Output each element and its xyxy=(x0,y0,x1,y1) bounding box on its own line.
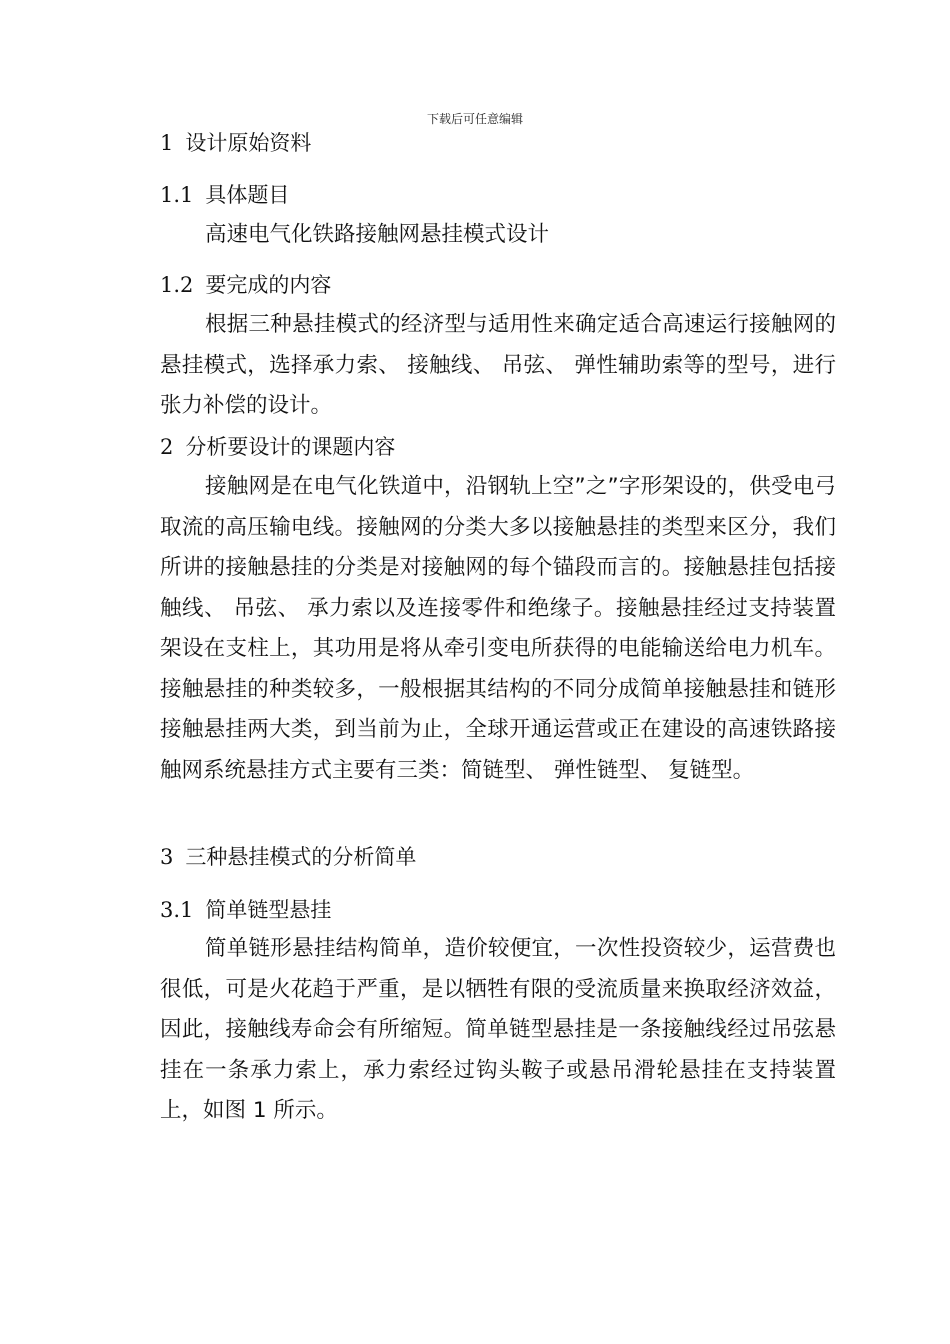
paragraph-3-1: 简单链形悬挂结构简单，造价较便宜，一次性投资较少，运营费也很低，可是火花趋于严重，是以牺牲有限的受流质量来换取经济效益，因此，接触线寿命会有所缩短。简单链型悬挂是一条接触线经过吊弦悬挂在一条承力索上，承力索经过钩头鞍子或悬吊滑轮悬挂在支持装置上，如图 1 所示。 xyxy=(160,936,836,1123)
header-note: 下载后可任意编辑 xyxy=(426,112,523,126)
paragraph-2: 接触网是在电气化铁道中，沿钢轨上空”之”字形架设的，供受电弓取流的高压输电线。接触网的分类大多以接触悬挂的类型来区分，我们所讲的接触悬挂的分类是对接触网的每个锚段而言的。接触悬挂包括接触线、 吊弦、 承力索以及连接零件和绝缘子。接触悬挂经过支持装置架设在支柱上，其功用是将从牵引变电所获得的电能输送给电力机车。接触悬挂的种类较多，一般根据其结构的不同分成简单接触悬挂和链形接触悬挂两大类，到当前为止，全球开通运营或正在建设的高速铁路接触网系统悬挂方式主要有三类：简链型、 弹性链型、 复链型。 xyxy=(160,474,836,783)
section-title: 要完成的内容 xyxy=(205,273,332,297)
section-heading-3 xyxy=(160,842,416,872)
section-number: 3.1 xyxy=(160,898,194,922)
section-heading-1 xyxy=(160,128,311,158)
section-number: 1.1 xyxy=(160,183,194,207)
section-number: 2 xyxy=(160,435,174,459)
section-heading-3-1 xyxy=(160,895,331,925)
section-title: 简单链型悬挂 xyxy=(205,898,332,922)
section-heading-1-2 xyxy=(160,270,331,300)
section-number: 3 xyxy=(160,845,174,869)
section-title: 三种悬挂模式的分析简单 xyxy=(185,845,417,869)
section-heading-1-1 xyxy=(160,180,289,210)
section-heading-2 xyxy=(160,432,395,462)
section-number: 1.2 xyxy=(160,273,194,297)
section-title: 设计原始资料 xyxy=(185,131,312,155)
section-title: 分析要设计的课题内容 xyxy=(185,435,396,459)
section-number: 1 xyxy=(160,131,174,155)
section-title: 具体题目 xyxy=(205,183,290,207)
paragraph-1-2: 根据三种悬挂模式的经济型与适用性来确定适合高速运行接触网的悬挂模式，选择承力索、 接触线、 吊弦、 弹性辅助索等的型号，进行张力补偿的设计。 xyxy=(160,312,836,418)
project-title: 高速电气化铁路接触网悬挂模式设计 xyxy=(205,222,550,247)
